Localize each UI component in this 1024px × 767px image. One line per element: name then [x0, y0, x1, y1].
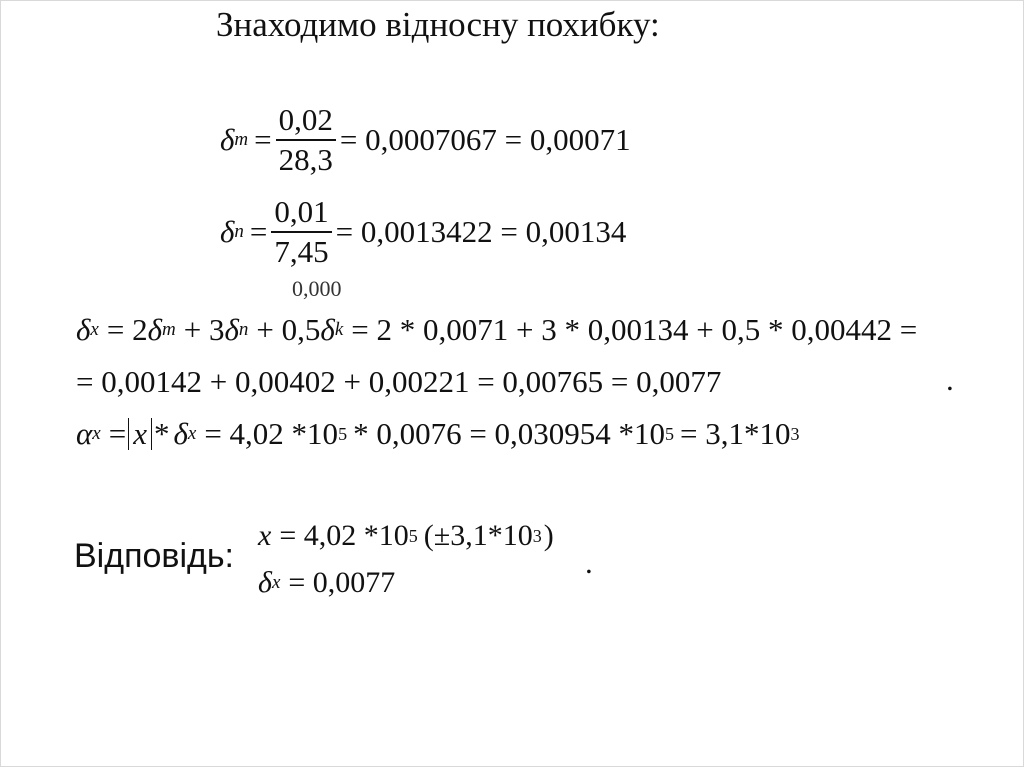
alpha-exp1: 5 — [338, 423, 348, 444]
delta-m-numerator: 0,02 — [278, 102, 333, 137]
alpha-exp3: 3 — [790, 423, 800, 444]
delta-x-coef1: = 2 — [106, 312, 148, 347]
answer-delta-value: = 0,0077 — [288, 566, 396, 599]
delta-x-substitution: = 2 * 0,0071 + 3 * 0,00134 + 0,5 * 0,00442 = — [351, 312, 918, 347]
delta-m-result: = 0,0007067 = 0,00071 — [339, 122, 631, 158]
answer-x-var: x — [258, 519, 272, 552]
answer-line2 — [258, 566, 395, 600]
page-heading: Знаходимо відносну похибку: — [216, 5, 660, 44]
delta-n-numerator: 0,01 — [274, 194, 329, 229]
delta-n-symbol-inline: δ — [224, 312, 239, 347]
answer-x-exp: 5 — [408, 525, 418, 546]
delta-n-fraction — [271, 195, 331, 269]
delta-n-equation — [220, 195, 626, 269]
fraction-bar — [276, 139, 336, 141]
line-end-dot: . — [946, 362, 954, 397]
alpha-symbol: α — [76, 416, 93, 451]
answer-error-exp: 3 — [532, 525, 542, 546]
delta-m-symbol-inline: δ — [147, 312, 163, 347]
answer-delta-symbol: δ — [258, 566, 272, 599]
abs-x: x — [128, 418, 152, 450]
delta-x-subscript: x — [90, 319, 99, 340]
delta-m-subscript: m — [234, 129, 249, 151]
delta-m-fraction — [276, 103, 336, 177]
answer-x-error: (±3,1*10 — [423, 519, 533, 552]
delta-n-subscript-inline: n — [238, 319, 249, 340]
delta-x-subscript-inline: x — [187, 423, 197, 444]
delta-k-symbol-inline: δ — [320, 312, 335, 347]
alpha-part2: * 0,0076 = 0,030954 *10 — [353, 416, 666, 451]
alpha-part3: = 3,1*10 — [680, 416, 791, 451]
delta-m-denominator: 28,3 — [278, 142, 333, 178]
delta-n-equals: = — [249, 214, 268, 250]
answer-line1 — [258, 519, 554, 553]
answer-label: Відповідь: — [74, 537, 235, 575]
delta-k-subscript-inline: k — [334, 319, 344, 340]
alpha-exp2: 5 — [665, 423, 675, 444]
alpha-x-equation — [76, 416, 800, 452]
delta-x-symbol-inline: δ — [173, 416, 188, 451]
alpha-subscript: x — [92, 423, 101, 444]
delta-m-equation — [220, 103, 631, 177]
answer-close-paren: ) — [543, 519, 554, 552]
delta-x-coef3: + 0,5 — [256, 312, 321, 347]
delta-n-denominator: 7,45 — [274, 234, 329, 270]
answer-x-value: = 4,02 *10 — [279, 519, 409, 552]
delta-m-subscript-inline: m — [162, 319, 176, 340]
delta-m-symbol: δ — [220, 122, 235, 158]
delta-m-equals: = — [254, 122, 272, 158]
alpha-part1: = 4,02 *10 — [204, 416, 339, 451]
delta-x-equation-line2: = 0,00142 + 0,00402 + 0,00221 = 0,00765 = 0,0077 — [76, 364, 722, 399]
delta-n-subscript: n — [234, 221, 244, 243]
delta-x-symbol: δ — [76, 312, 91, 347]
alpha-equals: = — [108, 416, 127, 451]
alpha-star: * — [153, 416, 170, 451]
fraction-bar — [271, 231, 331, 233]
delta-x-coef2: + 3 — [183, 312, 225, 347]
answer-end-dot: . — [585, 545, 593, 580]
delta-x-equation-line1 — [76, 312, 917, 348]
partial-cut-text: 0,000 — [292, 276, 342, 301]
delta-n-result: = 0,0013422 = 0,00134 — [335, 214, 627, 250]
delta-n-symbol: δ — [220, 214, 235, 250]
answer-delta-subscript: x — [271, 572, 281, 593]
